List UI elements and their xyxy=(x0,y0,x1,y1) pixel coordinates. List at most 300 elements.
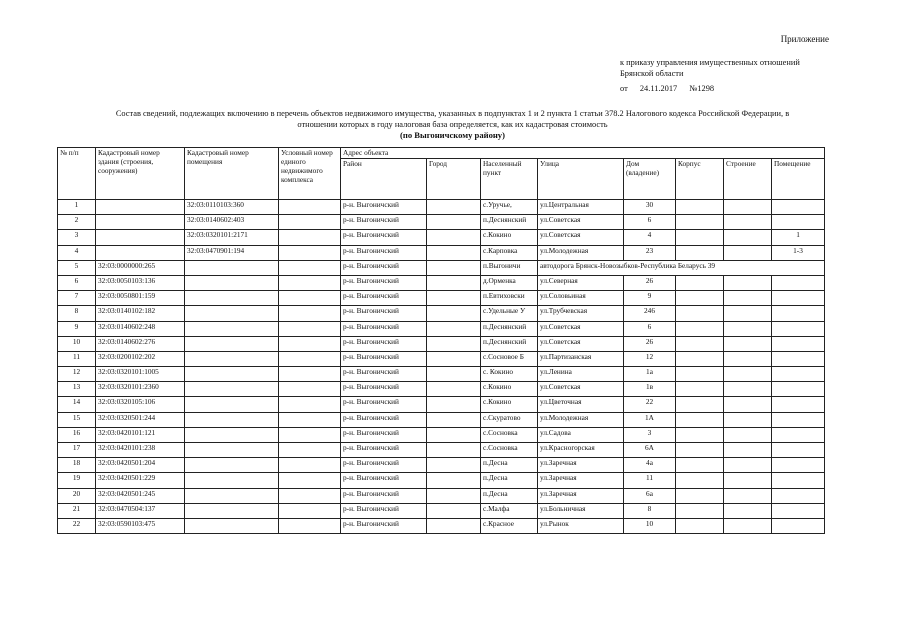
house-number: 26 xyxy=(624,275,676,290)
structure-cell xyxy=(724,382,772,397)
house-number: 6А xyxy=(624,443,676,458)
city xyxy=(427,351,481,366)
district: р-н. Выгоничский xyxy=(341,503,427,518)
premise-number xyxy=(772,321,825,336)
row-number: 6 xyxy=(58,275,96,290)
table-row xyxy=(58,458,825,473)
row-number: 15 xyxy=(58,412,96,427)
locality: с.Малфа xyxy=(481,503,538,518)
korpus-cell xyxy=(676,215,724,230)
row-number: 14 xyxy=(58,397,96,412)
korpus-cell xyxy=(676,230,724,245)
korpus-cell xyxy=(676,412,724,427)
locality: с.Кокино xyxy=(481,397,538,412)
table-row xyxy=(58,427,825,442)
street: ул.Рынок xyxy=(538,518,624,533)
locality: п.Деснянский xyxy=(481,336,538,351)
building-cadastral-number: 32:03:0420101:238 xyxy=(96,443,185,458)
street: ул.Советская xyxy=(538,215,624,230)
room-cadastral-number xyxy=(185,458,279,473)
district: р-н. Выгоничский xyxy=(341,488,427,503)
structure-cell xyxy=(724,306,772,321)
structure-cell xyxy=(724,230,772,245)
locality: п.Евтиховски xyxy=(481,291,538,306)
table-row xyxy=(58,306,825,321)
building-cadastral-number: 32:03:0320101:1005 xyxy=(96,367,185,382)
table-row xyxy=(58,382,825,397)
korpus-cell xyxy=(676,336,724,351)
row-number: 17 xyxy=(58,443,96,458)
district: р-н. Выгоничский xyxy=(341,382,427,397)
complex-number xyxy=(279,260,341,275)
row-number: 18 xyxy=(58,458,96,473)
structure-cell xyxy=(724,427,772,442)
complex-number xyxy=(279,306,341,321)
order-reference: к приказу управления имущественных отношений Брянской области xyxy=(620,58,800,78)
order-number: №1298 xyxy=(689,84,715,93)
locality: с.Сосновка xyxy=(481,427,538,442)
room-cadastral-number xyxy=(185,503,279,518)
street: ул.Центральная xyxy=(538,200,624,215)
building-cadastral-number: 32:03:0420501:245 xyxy=(96,488,185,503)
district: р-н. Выгоничский xyxy=(341,306,427,321)
premise-number xyxy=(772,367,825,382)
house-number: 4 xyxy=(624,230,676,245)
street: ул.Заречная xyxy=(538,458,624,473)
building-cadastral-number: 32:03:0420101:121 xyxy=(96,427,185,442)
row-number: 13 xyxy=(58,382,96,397)
col-header-building: Кадастровый номер здания (строения, сооружения) xyxy=(96,148,185,200)
house-number: 9 xyxy=(624,291,676,306)
street: ул.Советская xyxy=(538,230,624,245)
house-number: 3 xyxy=(624,427,676,442)
district: р-н. Выгоничский xyxy=(341,275,427,290)
premise-number xyxy=(772,458,825,473)
district: р-н. Выгоничский xyxy=(341,200,427,215)
table-row xyxy=(58,336,825,351)
locality: с.Красное xyxy=(481,518,538,533)
complex-number xyxy=(279,443,341,458)
building-cadastral-number: 32:03:0420501:229 xyxy=(96,473,185,488)
building-cadastral-number: 32:03:0590103:475 xyxy=(96,518,185,533)
building-cadastral-number: 32:03:0320105:106 xyxy=(96,397,185,412)
row-number: 7 xyxy=(58,291,96,306)
korpus-cell xyxy=(676,458,724,473)
korpus-cell xyxy=(676,351,724,366)
street: ул.Северная xyxy=(538,275,624,290)
premise-number xyxy=(772,382,825,397)
room-cadastral-number: 32:03:0140602:403 xyxy=(185,215,279,230)
premise-number xyxy=(772,306,825,321)
room-cadastral-number: 32:03:0110103:360 xyxy=(185,200,279,215)
district: р-н. Выгоничский xyxy=(341,215,427,230)
city xyxy=(427,473,481,488)
district: р-н. Выгоничский xyxy=(341,291,427,306)
street: ул.Садова xyxy=(538,427,624,442)
locality: с.Уручье, xyxy=(481,200,538,215)
premise-number xyxy=(772,427,825,442)
building-cadastral-number: 32:03:0320101:2360 xyxy=(96,382,185,397)
complex-number xyxy=(279,382,341,397)
document-subtitle: (по Выгоничскому району) xyxy=(400,130,505,140)
street: ул.Ленина xyxy=(538,367,624,382)
city xyxy=(427,215,481,230)
col-header-house: Дом (владение) xyxy=(624,159,676,200)
table-row xyxy=(58,321,825,336)
complex-number xyxy=(279,215,341,230)
room-cadastral-number xyxy=(185,427,279,442)
structure-cell xyxy=(724,488,772,503)
street: автодорога Брянск-Новозыбков-Республика Беларусь 39 xyxy=(538,260,825,275)
complex-number xyxy=(279,488,341,503)
col-header-street: Улица xyxy=(538,159,624,200)
korpus-cell xyxy=(676,367,724,382)
premise-number xyxy=(772,518,825,533)
building-cadastral-number: 32:03:0470504:137 xyxy=(96,503,185,518)
house-number: 1А xyxy=(624,412,676,427)
complex-number xyxy=(279,518,341,533)
structure-cell xyxy=(724,245,772,260)
district: р-н. Выгоничский xyxy=(341,427,427,442)
row-number: 3 xyxy=(58,230,96,245)
complex-number xyxy=(279,200,341,215)
locality: с.Скуратово xyxy=(481,412,538,427)
table-row xyxy=(58,275,825,290)
premise-number xyxy=(772,200,825,215)
col-header-city: Город xyxy=(427,159,481,200)
street: ул.Советская xyxy=(538,336,624,351)
building-cadastral-number xyxy=(96,215,185,230)
room-cadastral-number xyxy=(185,443,279,458)
table-row xyxy=(58,473,825,488)
structure-cell xyxy=(724,503,772,518)
city xyxy=(427,275,481,290)
table-row xyxy=(58,245,825,260)
structure-cell xyxy=(724,473,772,488)
city xyxy=(427,230,481,245)
col-header-num: № п/п xyxy=(58,148,96,200)
row-number: 19 xyxy=(58,473,96,488)
row-number: 8 xyxy=(58,306,96,321)
complex-number xyxy=(279,503,341,518)
street: ул.Больничная xyxy=(538,503,624,518)
house-number: 6а xyxy=(624,488,676,503)
premise-number xyxy=(772,473,825,488)
locality: с. Кокино xyxy=(481,367,538,382)
room-cadastral-number xyxy=(185,321,279,336)
district: р-н. Выгоничский xyxy=(341,367,427,382)
col-header-korpus: Корпус xyxy=(676,159,724,200)
house-number: 10 xyxy=(624,518,676,533)
city xyxy=(427,306,481,321)
locality: п.Деснянский xyxy=(481,321,538,336)
row-number: 20 xyxy=(58,488,96,503)
room-cadastral-number: 32:03:0470901:194 xyxy=(185,245,279,260)
room-cadastral-number xyxy=(185,351,279,366)
street: ул.Советская xyxy=(538,382,624,397)
house-number: 1а xyxy=(624,367,676,382)
complex-number xyxy=(279,427,341,442)
street: ул.Трубчевская xyxy=(538,306,624,321)
room-cadastral-number xyxy=(185,275,279,290)
room-cadastral-number xyxy=(185,306,279,321)
locality: д.Орменка xyxy=(481,275,538,290)
street: ул.Молодежная xyxy=(538,245,624,260)
structure-cell xyxy=(724,275,772,290)
room-cadastral-number xyxy=(185,382,279,397)
street: ул.Партизанская xyxy=(538,351,624,366)
city xyxy=(427,291,481,306)
complex-number xyxy=(279,412,341,427)
district: р-н. Выгоничский xyxy=(341,230,427,245)
col-header-structure: Строение xyxy=(724,159,772,200)
locality: с.Кокино xyxy=(481,382,538,397)
table-row xyxy=(58,351,825,366)
district: р-н. Выгоничский xyxy=(341,412,427,427)
korpus-cell xyxy=(676,275,724,290)
korpus-cell xyxy=(676,473,724,488)
premise-number xyxy=(772,397,825,412)
locality: п.Десна xyxy=(481,473,538,488)
locality: п.Деснянский xyxy=(481,215,538,230)
row-number: 9 xyxy=(58,321,96,336)
appendix-label: Приложение xyxy=(780,34,829,44)
district: р-н. Выгоничский xyxy=(341,260,427,275)
locality: п.Десна xyxy=(481,488,538,503)
korpus-cell xyxy=(676,200,724,215)
table-row xyxy=(58,397,825,412)
house-number: 11 xyxy=(624,473,676,488)
structure-cell xyxy=(724,518,772,533)
building-cadastral-number xyxy=(96,200,185,215)
house-number: 4а xyxy=(624,458,676,473)
row-number: 12 xyxy=(58,367,96,382)
locality: п.Выгоничи xyxy=(481,260,538,275)
structure-cell xyxy=(724,215,772,230)
row-number: 1 xyxy=(58,200,96,215)
structure-cell xyxy=(724,397,772,412)
street: ул.Соловьиная xyxy=(538,291,624,306)
district: р-н. Выгоничский xyxy=(341,351,427,366)
korpus-cell xyxy=(676,321,724,336)
col-header-district: Район xyxy=(341,159,427,200)
row-number: 16 xyxy=(58,427,96,442)
house-number: 246 xyxy=(624,306,676,321)
house-number: 6 xyxy=(624,321,676,336)
district: р-н. Выгоничский xyxy=(341,458,427,473)
complex-number xyxy=(279,351,341,366)
room-cadastral-number xyxy=(185,412,279,427)
locality: с.Карповка xyxy=(481,245,538,260)
korpus-cell xyxy=(676,306,724,321)
complex-number xyxy=(279,291,341,306)
city xyxy=(427,458,481,473)
room-cadastral-number xyxy=(185,336,279,351)
table-row xyxy=(58,488,825,503)
col-header-premise: Помещение xyxy=(772,159,825,200)
col-header-address: Адрес объекта xyxy=(341,148,825,159)
locality: с.Кокино xyxy=(481,230,538,245)
city xyxy=(427,200,481,215)
locality: п.Десна xyxy=(481,458,538,473)
premise-number: 1 xyxy=(772,230,825,245)
structure-cell xyxy=(724,351,772,366)
complex-number xyxy=(279,275,341,290)
row-number: 21 xyxy=(58,503,96,518)
building-cadastral-number: 32:03:0140602:276 xyxy=(96,336,185,351)
building-cadastral-number: 32:03:0140102:182 xyxy=(96,306,185,321)
street: ул.Красногорская xyxy=(538,443,624,458)
korpus-cell xyxy=(676,291,724,306)
building-cadastral-number: 32:03:0200102:202 xyxy=(96,351,185,366)
city xyxy=(427,397,481,412)
premise-number xyxy=(772,443,825,458)
order-date-line xyxy=(620,84,724,93)
room-cadastral-number xyxy=(185,397,279,412)
district: р-н. Выгоничский xyxy=(341,443,427,458)
table-row xyxy=(58,503,825,518)
street: ул.Цветочная xyxy=(538,397,624,412)
structure-cell xyxy=(724,367,772,382)
district: р-н. Выгоничский xyxy=(341,518,427,533)
district: р-н. Выгоничский xyxy=(341,336,427,351)
house-number: 23 xyxy=(624,245,676,260)
room-cadastral-number xyxy=(185,473,279,488)
korpus-cell xyxy=(676,397,724,412)
complex-number xyxy=(279,245,341,260)
structure-cell xyxy=(724,321,772,336)
city xyxy=(427,443,481,458)
col-header-locality: Населенный пункт xyxy=(481,159,538,200)
city xyxy=(427,260,481,275)
city xyxy=(427,382,481,397)
room-cadastral-number xyxy=(185,291,279,306)
building-cadastral-number: 32:03:0050801:159 xyxy=(96,291,185,306)
structure-cell xyxy=(724,336,772,351)
building-cadastral-number xyxy=(96,230,185,245)
locality: с.Сосновка xyxy=(481,443,538,458)
city xyxy=(427,503,481,518)
structure-cell xyxy=(724,291,772,306)
table-body xyxy=(58,200,825,534)
col-header-complex: Условный номер единого недвижимого комплекса xyxy=(279,148,341,200)
korpus-cell xyxy=(676,382,724,397)
complex-number xyxy=(279,321,341,336)
locality: с.Удельные У xyxy=(481,306,538,321)
building-cadastral-number: 32:03:0000000:265 xyxy=(96,260,185,275)
structure-cell xyxy=(724,412,772,427)
korpus-cell xyxy=(676,427,724,442)
house-number: 1в xyxy=(624,382,676,397)
building-cadastral-number: 32:03:0420501:204 xyxy=(96,458,185,473)
city xyxy=(427,336,481,351)
korpus-cell xyxy=(676,245,724,260)
house-number: 26 xyxy=(624,336,676,351)
col-header-room: Кадастровый номер помещения xyxy=(185,148,279,200)
city xyxy=(427,321,481,336)
street: ул.Молодежная xyxy=(538,412,624,427)
city xyxy=(427,245,481,260)
table-header-row xyxy=(58,148,825,159)
korpus-cell xyxy=(676,443,724,458)
row-number: 22 xyxy=(58,518,96,533)
table-row xyxy=(58,518,825,533)
table-row xyxy=(58,230,825,245)
house-number: 22 xyxy=(624,397,676,412)
city xyxy=(427,427,481,442)
building-cadastral-number: 32:03:0320501:244 xyxy=(96,412,185,427)
korpus-cell xyxy=(676,518,724,533)
room-cadastral-number xyxy=(185,488,279,503)
room-cadastral-number xyxy=(185,518,279,533)
premise-number xyxy=(772,291,825,306)
locality: с.Сосновое Б xyxy=(481,351,538,366)
premise-number xyxy=(772,336,825,351)
order-date: 24.11.2017 xyxy=(639,84,678,93)
building-cadastral-number: 32:03:0140602:248 xyxy=(96,321,185,336)
complex-number xyxy=(279,336,341,351)
room-cadastral-number: 32:03:0320101:2171 xyxy=(185,230,279,245)
premise-number xyxy=(772,503,825,518)
district: р-н. Выгоничский xyxy=(341,321,427,336)
structure-cell xyxy=(724,458,772,473)
complex-number xyxy=(279,397,341,412)
city xyxy=(427,412,481,427)
city xyxy=(427,488,481,503)
row-number: 11 xyxy=(58,351,96,366)
document-title: Состав сведений, подлежащих включению в перечень объектов недвижимого имущества, указанных в подпунктах 1 и 2 пункта 1 статьи 378.2 Налогового кодекса Российской Федерации, в отношении которых в году налоговая база определяется, как их кадастровая стоимость xyxy=(115,109,790,129)
row-number: 5 xyxy=(58,260,96,275)
premise-number xyxy=(772,351,825,366)
table-row xyxy=(58,200,825,215)
house-number: 8 xyxy=(624,503,676,518)
complex-number xyxy=(279,473,341,488)
structure-cell xyxy=(724,443,772,458)
district: р-н. Выгоничский xyxy=(341,397,427,412)
premise-number xyxy=(772,275,825,290)
house-number: 6 xyxy=(624,215,676,230)
table-row xyxy=(58,260,825,275)
row-number: 2 xyxy=(58,215,96,230)
complex-number xyxy=(279,367,341,382)
house-number: 12 xyxy=(624,351,676,366)
table-row xyxy=(58,443,825,458)
street: ул.Заречная xyxy=(538,473,624,488)
table-row xyxy=(58,215,825,230)
korpus-cell xyxy=(676,488,724,503)
structure-cell xyxy=(724,200,772,215)
premise-number: 1-3 xyxy=(772,245,825,260)
street: ул.Заречная xyxy=(538,488,624,503)
korpus-cell xyxy=(676,503,724,518)
premise-number xyxy=(772,412,825,427)
room-cadastral-number xyxy=(185,367,279,382)
room-cadastral-number xyxy=(185,260,279,275)
district: р-н. Выгоничский xyxy=(341,473,427,488)
city xyxy=(427,367,481,382)
table-row xyxy=(58,367,825,382)
building-cadastral-number: 32:03:0050103:136 xyxy=(96,275,185,290)
district: р-н. Выгоничский xyxy=(341,245,427,260)
row-number: 10 xyxy=(58,336,96,351)
table-row xyxy=(58,291,825,306)
premise-number xyxy=(772,488,825,503)
complex-number xyxy=(279,458,341,473)
city xyxy=(427,518,481,533)
street: ул.Советская xyxy=(538,321,624,336)
property-table xyxy=(57,147,825,534)
building-cadastral-number xyxy=(96,245,185,260)
